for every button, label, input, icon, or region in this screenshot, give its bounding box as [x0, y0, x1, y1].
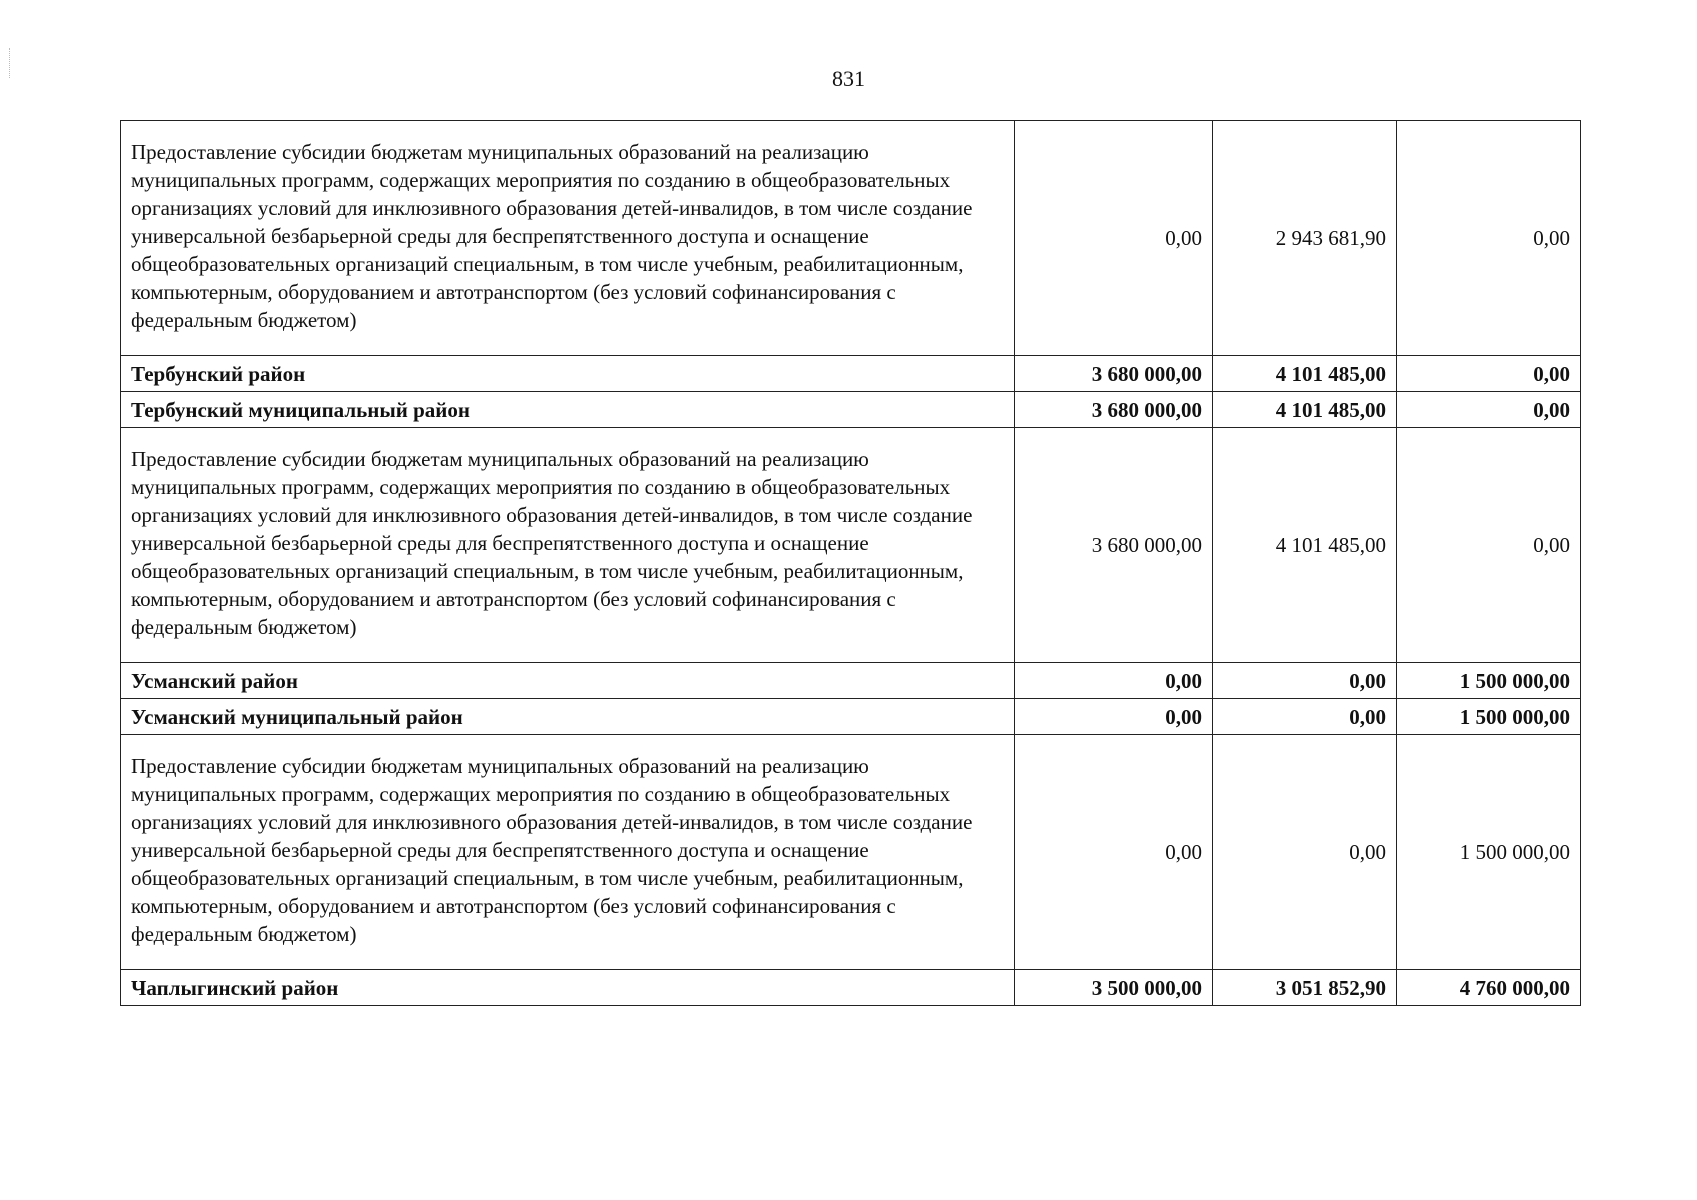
row-value-3: 1 500 000,00 — [1397, 735, 1581, 970]
row-value-1: 3 680 000,00 — [1015, 392, 1213, 428]
row-description: Усманский муниципальный район — [121, 699, 1015, 735]
row-value-3: 0,00 — [1397, 356, 1581, 392]
row-description: Чаплыгинский район — [121, 970, 1015, 1006]
page-number: 831 — [832, 66, 865, 91]
row-value-2: 2 943 681,90 — [1213, 121, 1397, 356]
row-value-3: 0,00 — [1397, 428, 1581, 663]
row-description: Тербунский район — [121, 356, 1015, 392]
row-value-3: 1 500 000,00 — [1397, 663, 1581, 699]
row-value-1: 0,00 — [1015, 699, 1213, 735]
row-value-3: 0,00 — [1397, 121, 1581, 356]
row-value-2: 4 101 485,00 — [1213, 428, 1397, 663]
row-value-1: 0,00 — [1015, 121, 1213, 356]
row-value-1: 0,00 — [1015, 735, 1213, 970]
row-value-2: 4 101 485,00 — [1213, 356, 1397, 392]
row-description: Предоставление субсидии бюджетам муниципальных образований на реализацию муниципальных программ, содержащих мероприятия по созданию в общеобразовательных организациях условий для инклюзивного образования детей-инвалидов, в том числе создание универсальной безбарьерной среды для беспрепятственного доступа и оснащение общеобразовательных организаций специальным, в том числе учебным, реабилитационным, компьютерным, оборудованием и автотранспортом (без условий софинансирования с федеральным бюджетом) — [121, 735, 1015, 970]
table-row — [121, 428, 1581, 663]
row-value-1: 0,00 — [1015, 663, 1213, 699]
budget-table — [120, 120, 1581, 1006]
table-row — [121, 970, 1581, 1006]
row-description: Тербунский муниципальный район — [121, 392, 1015, 428]
row-value-2: 0,00 — [1213, 699, 1397, 735]
row-value-2: 4 101 485,00 — [1213, 392, 1397, 428]
table-row — [121, 356, 1581, 392]
table-row — [121, 735, 1581, 970]
row-description: Предоставление субсидии бюджетам муниципальных образований на реализацию муниципальных программ, содержащих мероприятия по созданию в общеобразовательных организациях условий для инклюзивного образования детей-инвалидов, в том числе создание универсальной безбарьерной среды для беспрепятственного доступа и оснащение общеобразовательных организаций специальным, в том числе учебным, реабилитационным, компьютерным, оборудованием и автотранспортом (без условий софинансирования с федеральным бюджетом) — [121, 121, 1015, 356]
table-row — [121, 663, 1581, 699]
row-description: Предоставление субсидии бюджетам муниципальных образований на реализацию муниципальных программ, содержащих мероприятия по созданию в общеобразовательных организациях условий для инклюзивного образования детей-инвалидов, в том числе создание универсальной безбарьерной среды для беспрепятственного доступа и оснащение общеобразовательных организаций специальным, в том числе учебным, реабилитационным, компьютерным, оборудованием и автотранспортом (без условий софинансирования с федеральным бюджетом) — [121, 428, 1015, 663]
row-value-2: 0,00 — [1213, 663, 1397, 699]
row-value-3: 1 500 000,00 — [1397, 699, 1581, 735]
table-row — [121, 699, 1581, 735]
row-value-2: 3 051 852,90 — [1213, 970, 1397, 1006]
row-value-3: 4 760 000,00 — [1397, 970, 1581, 1006]
row-value-1: 3 680 000,00 — [1015, 428, 1213, 663]
row-value-2: 0,00 — [1213, 735, 1397, 970]
table-row — [121, 121, 1581, 356]
row-value-1: 3 680 000,00 — [1015, 356, 1213, 392]
row-value-3: 0,00 — [1397, 392, 1581, 428]
row-value-1: 3 500 000,00 — [1015, 970, 1213, 1006]
row-description: Усманский район — [121, 663, 1015, 699]
table-row — [121, 392, 1581, 428]
